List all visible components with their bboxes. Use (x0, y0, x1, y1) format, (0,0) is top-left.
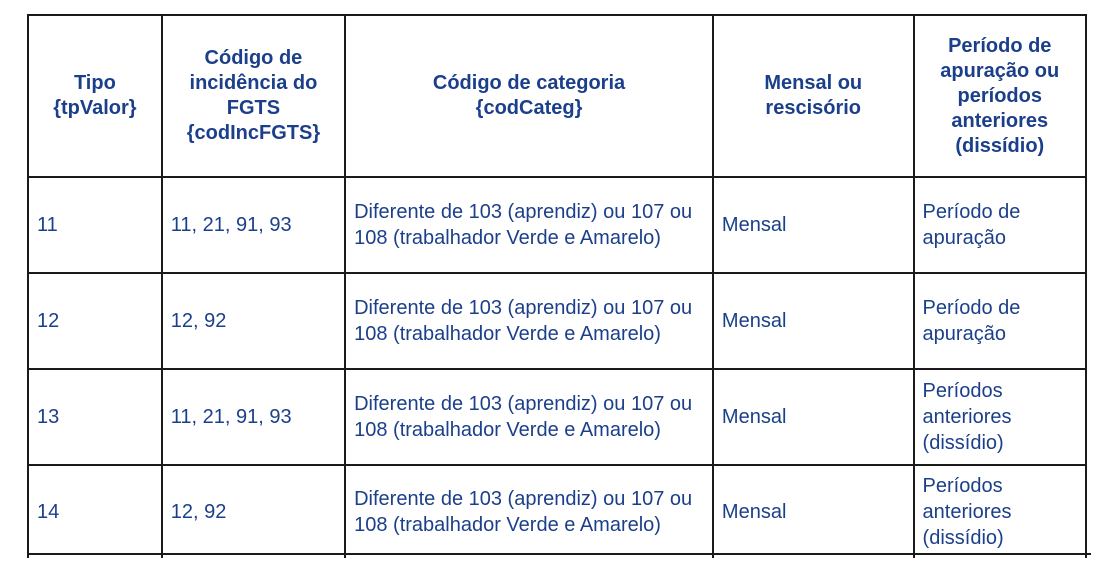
cell-cod-inc-fgts: 12, 92 (163, 466, 346, 558)
header-mensal-rescisorio-label: Mensal ou rescisório (764, 72, 863, 119)
table-row (29, 178, 1085, 274)
header-cod-categ-label: Código de categoria (432, 72, 626, 94)
header-periodo (915, 16, 1085, 178)
cell-periodo: Períodos anteriores (dissídio) (915, 370, 1085, 466)
table-bottom-border (27, 553, 1091, 555)
cell-tipo: 14 (29, 466, 163, 558)
cell-cod-inc-fgts: 12, 92 (163, 274, 346, 370)
table-row (29, 370, 1085, 466)
cell-periodo: Período de apuração (915, 274, 1085, 370)
cell-periodo: Períodos anteriores (dissídio) (922, 475, 1012, 549)
header-cod-categ-code: {codCateg} (475, 97, 583, 119)
cell-cod-categ: Diferente de 103 (aprendiz) ou 107 ou 108 (trabalhador Verde e Amarelo) (346, 370, 714, 466)
header-cod-inc-fgts-code: {codIncFGTS} (186, 122, 321, 144)
header-tipo (29, 16, 163, 178)
table-row (29, 274, 1085, 370)
cell-mensal-rescisorio: Mensal (714, 178, 915, 274)
cell-cod-inc-fgts: 11, 21, 91, 93 (163, 178, 346, 274)
cell-tipo: 13 (29, 370, 163, 466)
header-cod-inc-fgts (163, 16, 346, 178)
fgts-table (27, 14, 1087, 558)
table-row (29, 466, 1085, 558)
cell-cod-inc-fgts: 11, 21, 91, 93 (163, 370, 346, 466)
cell-mensal-rescisorio: Mensal (714, 274, 915, 370)
header-tipo-label: Tipo (73, 72, 116, 94)
header-cod-inc-fgts-label: Código de incidência do FGTS (189, 47, 318, 119)
header-tipo-code: {tpValor} (53, 97, 137, 119)
header-cod-categ (346, 16, 714, 178)
cell-cod-categ: Diferente de 103 (aprendiz) ou 107 ou 108 (trabalhador Verde e Amarelo) (346, 466, 714, 558)
header-mensal-rescisorio (714, 16, 915, 178)
header-row (29, 16, 1085, 178)
cell-cod-categ: Diferente de 103 (aprendiz) ou 107 ou 108 (trabalhador Verde e Amarelo) (346, 274, 714, 370)
cell-cod-categ: Diferente de 103 (aprendiz) ou 107 ou 108 (trabalhador Verde e Amarelo) (346, 178, 714, 274)
cell-periodo: Período de apuração (915, 178, 1085, 274)
cell-tipo: 11 (29, 178, 163, 274)
cell-mensal-rescisorio: Mensal (714, 370, 915, 466)
cell-mensal-rescisorio: Mensal (714, 466, 915, 558)
header-periodo-label: Período de apuração ou períodos anteriores (dissídio) (940, 34, 1060, 157)
cell-tipo: 12 (29, 274, 163, 370)
